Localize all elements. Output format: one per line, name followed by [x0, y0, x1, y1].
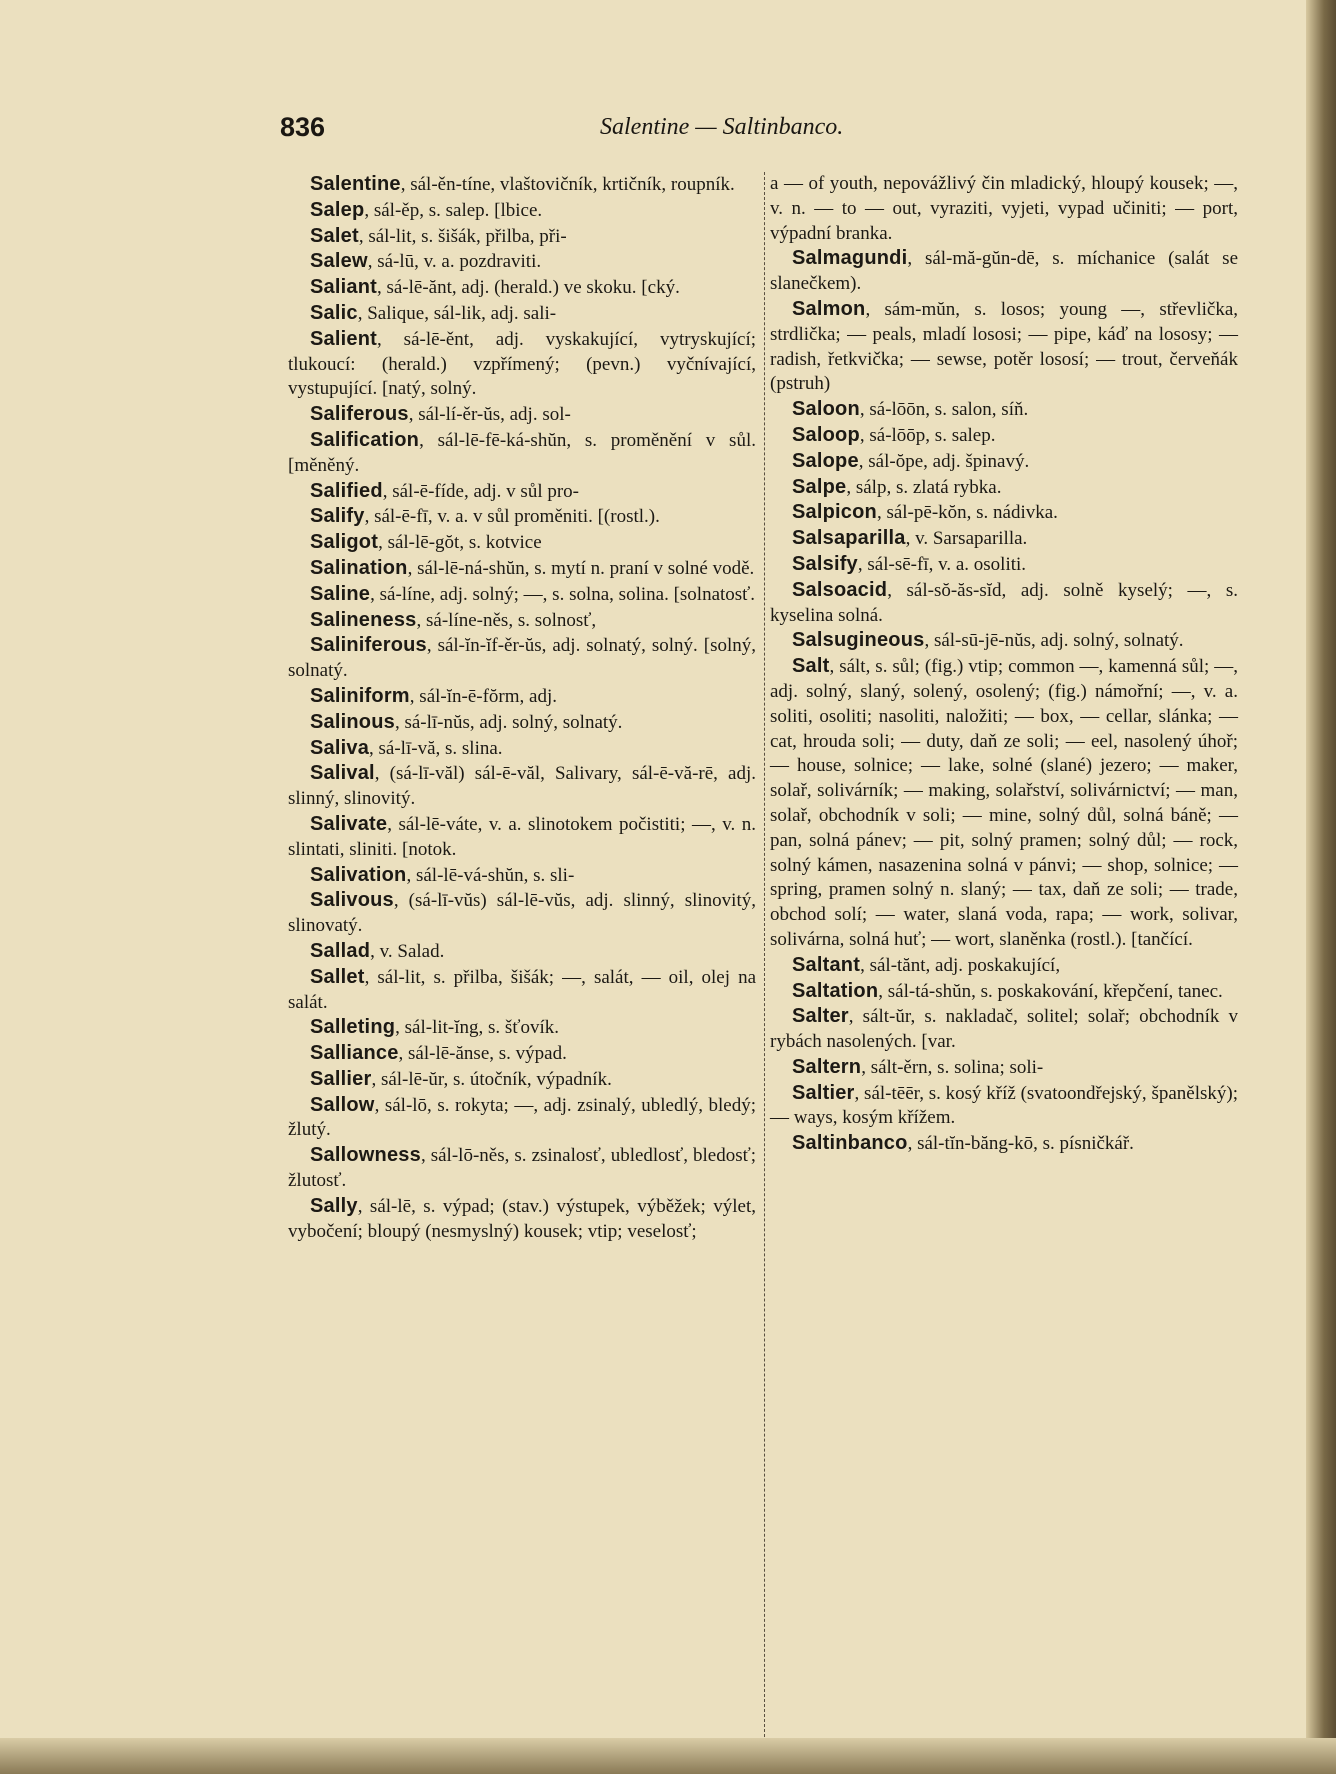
- dictionary-entry: Sallow, sál-lō, s. rokyta; —, adj. zsinalý, ubledlý, bledý; žlutý.: [288, 1093, 756, 1141]
- dictionary-entry: Saltinbanco, sál-tĭn-băng-kō, s. písničkář.: [792, 1132, 1134, 1155]
- dictionary-entry: Salic, Salique, sál-lik, adj. sali-: [310, 301, 557, 324]
- dictionary-entry: Salew, sá-lū, v. a. pozdraviti.: [310, 250, 542, 273]
- dictionary-entry: Sally, sál-lē, s. výpad; (stav.) výstupek, výběžek; výlet, vybočení; bloupý (nesmyslný) kousek; vtip; veselosť;: [288, 1194, 756, 1242]
- dictionary-entry: Salter, sált-ŭr, s. nakladač, solitel; solař; obchodník v rybách nasolených. [var.: [770, 1005, 1238, 1053]
- page-edge-shadow: [1306, 0, 1336, 1774]
- dictionary-entry: Saloon, sá-lōōn, s. salon, síň.: [792, 398, 1029, 421]
- right-column: [770, 172, 1238, 1157]
- dictionary-entry: Saliniform, sál-ĭn-ē-fŏrm, adj.: [310, 684, 557, 707]
- dictionary-entry: Saliant, sá-lē-ănt, adj. (herald.) ve skoku. [cký.: [310, 276, 680, 299]
- dictionary-entry: Saline, sá-líne, adj. solný; —, s. solna, solina. [solnatosť.: [310, 582, 756, 605]
- dictionary-entry: Sallet, sál-lit, s. přilba, šišák; —, salát, — oil, olej na salát.: [288, 965, 756, 1013]
- page-bottom-shadow: [0, 1738, 1336, 1774]
- dictionary-entry: Salineness, sá-líne-něs, s. solnosť,: [310, 608, 597, 631]
- dictionary-entry: Salsugineous, sál-sū-jē-nŭs, adj. solný, solnatý.: [792, 629, 1184, 652]
- dictionary-entry: Salivous, (sá-lī-vŭs) sál-lē-vŭs, adj. slinný, slinovitý, slinovatý.: [288, 889, 756, 937]
- dictionary-entry: Salsify, sál-sē-fī, v. a. osoliti.: [792, 552, 1027, 575]
- dictionary-entry: Salentine, sál-ěn-tíne, vlaštovičník, krtičník, roupník.: [310, 173, 735, 195]
- dictionary-entry: Salified, sál-ē-fíde, adj. v sůl pro-: [310, 479, 580, 502]
- dictionary-entry: Salification, sál-lē-fē-ká-shŭn, s. proměnění v sůl. [měněný.: [288, 428, 756, 476]
- dictionary-entry: Salival, (sá-lī-văl) sál-ē-văl, Salivary, sál-ē-vă-rē, adj. slinný, slinovitý.: [288, 762, 756, 810]
- dictionary-entry: Salivate, sál-lē-váte, v. a. slinotokem počistiti; —, v. n. slintati, sliniti. [notok.: [288, 812, 756, 860]
- dictionary-entry: Saltation, sál-tá-shŭn, s. poskakování, křepčení, tanec.: [792, 979, 1223, 1002]
- dictionary-entry: Salleting, sál-lit-ĭng, s. šťovík.: [310, 1016, 559, 1039]
- dictionary-entry: Salpe, sálp, s. zlatá rybka.: [792, 475, 1002, 498]
- dictionary-entry: Sallowness, sál-lō-něs, s. zsinalosť, ubledlosť, bledosť; žlutosť.: [288, 1144, 756, 1192]
- dictionary-entry: Salinous, sá-lī-nŭs, adj. solný, solnatý.: [310, 710, 623, 733]
- dictionary-entry: Salsoacid, sál-sŏ-ăs-sĭd, adj. solně kyselý; —, s. kyselina solná.: [770, 578, 1238, 626]
- dictionary-entry: Salsaparilla, v. Sarsaparilla.: [792, 527, 1028, 550]
- dictionary-entry: Salep, sál-ěp, s. salep. [lbice.: [310, 198, 543, 221]
- dictionary-entry: Sallier, sál-lē-ŭr, s. útočník, výpadník.: [310, 1067, 612, 1090]
- dictionary-entry: Salliance, sál-lē-ănse, s. výpad.: [310, 1042, 567, 1065]
- dictionary-entry: Saliniferous, sál-ĭn-ĭf-ěr-ŭs, adj. solnatý, solný. [solný, solnatý.: [288, 634, 756, 682]
- left-column: [288, 172, 756, 1244]
- dictionary-entry: Saltant, sál-tănt, adj. poskakující,: [792, 953, 1061, 976]
- dictionary-entry: Salmon, sám-mŭn, s. losos; young —, střevlička, strdlička; — peals, mladí lososi; — pipe, káď na lososy; — radish, řetkvička; — sewse, potěr lososí; — trout, červeňák (pstruh): [770, 297, 1238, 395]
- dictionary-entry: Saligot, sál-lē-gŏt, s. kotvice: [310, 531, 542, 554]
- dictionary-entry: Salt, sált, s. sůl; (fig.) vtip; common —, kamenná sůl; —, adj. solný, slaný, solený, osolený; (fig.) námořní; —, v. a. soliti, osoliti; nasoliti, naložiti; — box, — cellar, slánka; — cat, hrouda soli; — duty, daň ze soli; — eel, nasolený úhoř; — house, solnice; — lake, solné (slané) jezero; — maker, solař, solivárník; — making, solařství, solivárnictví; — man, solař, obchodník v soli; — mine, solný důl, solná báně; — pan, solná pánev; — pit, solný pramen; solný důl; — rock, solný kámen, nasazenina solná v pánvi; — shop, solnice; — spring, pramen solný n. slaný; — tax, daň ze soli; — trade, obchod solí; — water, slaná voda, rapa; — work, solivar, solivárna, solná huť; — wort, slaněnka (rostl.). [tančící.: [770, 655, 1238, 950]
- page-number: 836: [280, 112, 326, 142]
- column-divider: [764, 172, 765, 1737]
- dictionary-entry: Salpicon, sál-pē-kŏn, s. nádivka.: [792, 501, 1058, 524]
- dictionary-entry: Salify, sál-ē-fī, v. a. v sůl proměniti. [(rostl.).: [310, 505, 660, 528]
- dictionary-entry: Salination, sál-lē-ná-shŭn, s. mytí n. praní v solné vodě.: [310, 556, 755, 579]
- dictionary-entry: Salet, sál-lit, s. šišák, přilba, při-: [310, 224, 567, 247]
- dictionary-entry: Salivation, sál-lē-vá-shŭn, s. sli-: [310, 863, 575, 886]
- dictionary-entry: Saltern, sált-ěrn, s. solina; soli-: [792, 1055, 1044, 1078]
- dictionary-entry: Salope, sál-ŏpe, adj. špinavý.: [792, 449, 1030, 472]
- dictionary-entry: Saltier, sál-tēēr, s. kosý kříž (svatoondřejský, španělský); — ways, kosým křížem.: [770, 1081, 1238, 1129]
- running-head: Salentine — Saltinbanco.: [600, 114, 844, 140]
- dictionary-entry: Salmagundi, sál-mă-gŭn-dē, s. míchanice (salát se slanečkem).: [770, 247, 1238, 295]
- page-header: [280, 112, 930, 146]
- dictionary-entry: Sallad, v. Salad.: [310, 939, 445, 962]
- dictionary-entry: Saliferous, sál-lí-ěr-ŭs, adj. sol-: [310, 403, 571, 426]
- dictionary-entry: a — of youth, nepovážlivý čin mladický, hloupý kousek; —, v. n. — to — out, vyraziti, vyjeti, vypad učiniti; — port, výpadní branka.: [770, 173, 1238, 244]
- dictionary-entry: Saliva, sá-lī-vă, s. slina.: [310, 736, 503, 759]
- dictionary-entry: Salient, sá-lē-ěnt, adj. vyskakující, vytryskující; tlukoucí: (herald.) vzpřímený; (pevn.) vyčnívající, vystupující. [natý, solný.: [288, 327, 756, 400]
- dictionary-entry: Saloop, sá-lōōp, s. salep.: [792, 423, 996, 446]
